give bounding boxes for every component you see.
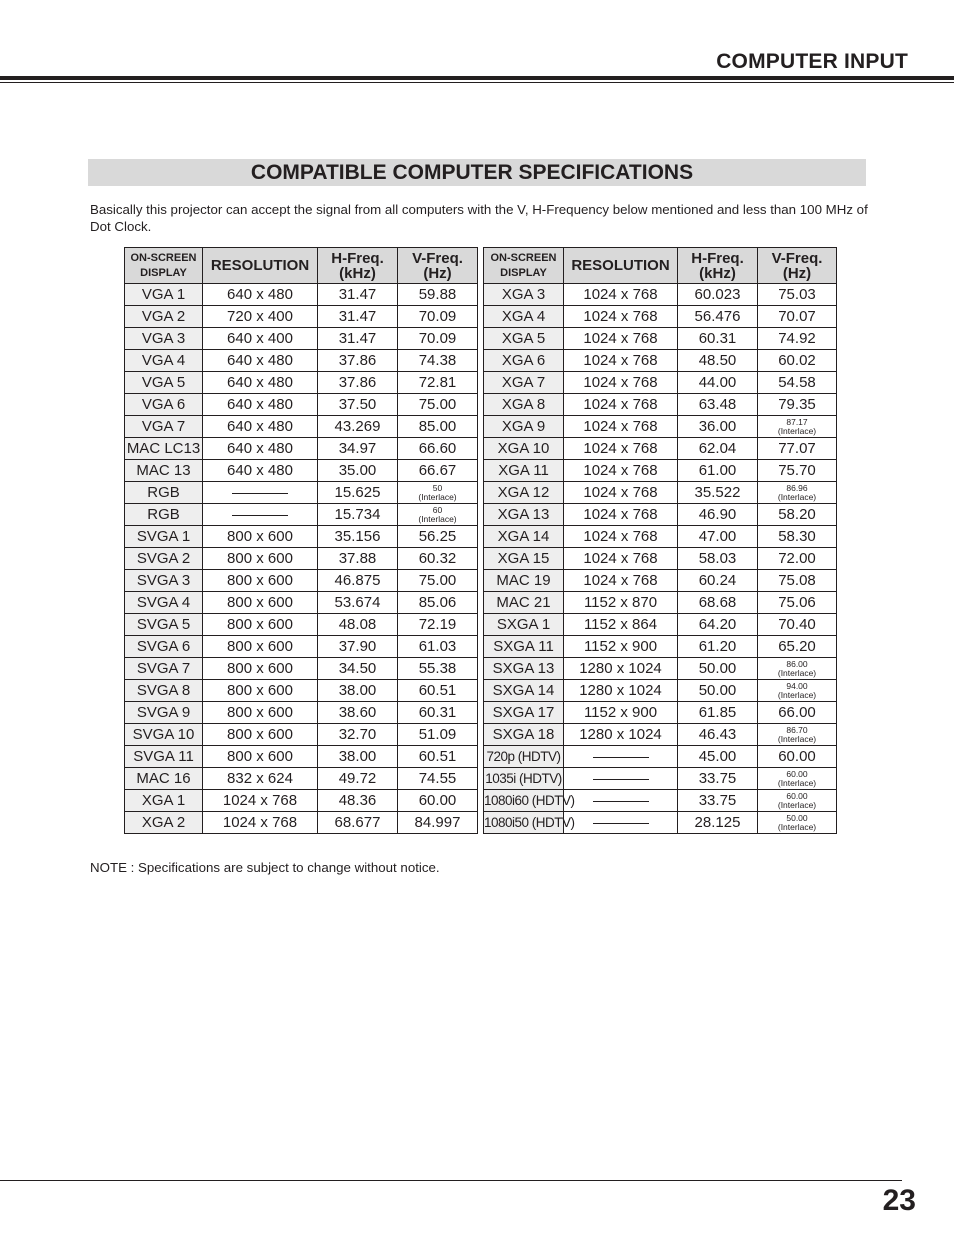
table-row: [125, 724, 478, 746]
cell-resolution: 1024 x 768: [564, 460, 678, 482]
cell-vfreq: 75.00: [398, 394, 478, 416]
cell-on-screen-display: SXGA 18: [484, 724, 564, 746]
cell-hfreq: 50.00: [678, 680, 758, 702]
interlace-label: (Interlace): [777, 777, 817, 788]
vfreq-value: 50.00: [786, 812, 808, 823]
cell-vfreq: 74.92: [758, 328, 837, 350]
cell-hfreq: 46.875: [318, 570, 398, 592]
dash-line: [593, 823, 649, 824]
cell-resolution: 800 x 600: [203, 702, 318, 724]
cell-hfreq: 28.125: [678, 812, 758, 834]
cell-resolution: 800 x 600: [203, 614, 318, 636]
cell-vfreq: 85.00: [398, 416, 478, 438]
cell-vfreq: 66.00: [758, 702, 837, 724]
cell-vfreq: 60.00: [758, 746, 837, 768]
cell-on-screen-display: XGA 3: [484, 284, 564, 306]
cell-vfreq: [398, 504, 478, 526]
table-row: [125, 504, 478, 526]
cell-vfreq: 60.51: [398, 680, 478, 702]
cell-hfreq: 68.677: [318, 812, 398, 834]
cell-hfreq: 15.734: [318, 504, 398, 526]
vfreq-value: 60.00: [786, 768, 808, 779]
cell-on-screen-display: XGA 5: [484, 328, 564, 350]
cell-resolution: 640 x 480: [203, 416, 318, 438]
cell-vfreq: [398, 482, 478, 504]
cell-resolution: 800 x 600: [203, 570, 318, 592]
table-row: [484, 460, 837, 482]
table-row: [125, 768, 478, 790]
cell-on-screen-display: XGA 7: [484, 372, 564, 394]
cell-resolution: 640 x 480: [203, 394, 318, 416]
cell-resolution: 640 x 480: [203, 350, 318, 372]
cell-on-screen-display: XGA 8: [484, 394, 564, 416]
cell-vfreq: [758, 416, 837, 438]
cell-on-screen-display: 1035i (HDTV): [484, 768, 564, 790]
cell-resolution: 800 x 600: [203, 680, 318, 702]
cell-resolution: 640 x 480: [203, 460, 318, 482]
cell-resolution: 1024 x 768: [564, 570, 678, 592]
cell-resolution: 1024 x 768: [564, 394, 678, 416]
cell-hfreq: 38.60: [318, 702, 398, 724]
cell-resolution: 1024 x 768: [203, 790, 318, 812]
cell-vfreq: 66.60: [398, 438, 478, 460]
cell-vfreq: 74.38: [398, 350, 478, 372]
cell-on-screen-display: XGA 15: [484, 548, 564, 570]
interlace-label: (Interlace): [418, 491, 457, 502]
cell-resolution: 1152 x 870: [564, 592, 678, 614]
cell-vfreq: 59.88: [398, 284, 478, 306]
table-row: [125, 306, 478, 328]
cell-vfreq: 75.00: [398, 570, 478, 592]
table-row: [484, 680, 837, 702]
vfreq-value: 94.00: [786, 680, 808, 691]
table-row: [125, 460, 478, 482]
cell-hfreq: 48.36: [318, 790, 398, 812]
cell-resolution: 1024 x 768: [564, 504, 678, 526]
cell-on-screen-display: SXGA 13: [484, 658, 564, 680]
table-row: [125, 482, 478, 504]
table-row: [484, 702, 837, 724]
cell-hfreq: 35.156: [318, 526, 398, 548]
cell-resolution: 800 x 600: [203, 548, 318, 570]
header-hfreq: H-Freq. (kHz): [318, 248, 398, 284]
cell-vfreq: 75.08: [758, 570, 837, 592]
table-row: [484, 284, 837, 306]
cell-on-screen-display: SVGA 5: [125, 614, 203, 636]
cell-on-screen-display: XGA 6: [484, 350, 564, 372]
table-row: [125, 702, 478, 724]
cell-hfreq: 45.00: [678, 746, 758, 768]
table-row: [484, 372, 837, 394]
table-row: [484, 636, 837, 658]
dash-line: [593, 801, 649, 802]
cell-hfreq: 61.85: [678, 702, 758, 724]
table-row: [484, 482, 837, 504]
cell-resolution-dash: [203, 482, 318, 504]
cell-vfreq: 72.19: [398, 614, 478, 636]
cell-resolution: 640 x 480: [203, 284, 318, 306]
cell-hfreq: 43.269: [318, 416, 398, 438]
cell-resolution: 1152 x 900: [564, 636, 678, 658]
cell-hfreq: 63.48: [678, 394, 758, 416]
cell-on-screen-display: VGA 1: [125, 284, 203, 306]
cell-resolution-dash: [564, 768, 678, 790]
table-row: [484, 526, 837, 548]
cell-hfreq: 62.04: [678, 438, 758, 460]
table-row: [484, 790, 837, 812]
cell-vfreq: 75.03: [758, 284, 837, 306]
table-row: [484, 350, 837, 372]
cell-resolution: 640 x 400: [203, 328, 318, 350]
cell-vfreq: 58.20: [758, 504, 837, 526]
cell-resolution: 1024 x 768: [564, 328, 678, 350]
cell-on-screen-display: MAC 21: [484, 592, 564, 614]
cell-on-screen-display: MAC 19: [484, 570, 564, 592]
cell-vfreq: [758, 724, 837, 746]
interlace-label: (Interlace): [777, 425, 817, 436]
cell-resolution: 1280 x 1024: [564, 724, 678, 746]
cell-vfreq: [758, 482, 837, 504]
interlace-label: (Interlace): [777, 733, 817, 744]
cell-resolution: 800 x 600: [203, 526, 318, 548]
cell-resolution: 800 x 600: [203, 636, 318, 658]
cell-resolution: 1024 x 768: [564, 350, 678, 372]
spec-table-left: [124, 247, 478, 834]
cell-vfreq: 75.70: [758, 460, 837, 482]
cell-resolution-dash: [564, 790, 678, 812]
cell-on-screen-display: XGA 14: [484, 526, 564, 548]
cell-hfreq: 61.00: [678, 460, 758, 482]
cell-vfreq: 70.09: [398, 306, 478, 328]
table-row: [125, 394, 478, 416]
cell-resolution: 720 x 400: [203, 306, 318, 328]
cell-on-screen-display: SVGA 1: [125, 526, 203, 548]
cell-on-screen-display: SXGA 1: [484, 614, 564, 636]
dash-line: [232, 515, 288, 516]
cell-resolution: 1280 x 1024: [564, 658, 678, 680]
header-hfreq: H-Freq. (kHz): [678, 248, 758, 284]
cell-hfreq: 48.08: [318, 614, 398, 636]
table-header-row: [125, 248, 478, 284]
section-heading-bar: [88, 159, 866, 186]
interlace-label: (Interlace): [777, 491, 817, 502]
vfreq-value: 86.96: [786, 482, 808, 493]
table-row: [484, 658, 837, 680]
header-on-screen-display: ON-SCREEN DISPLAY: [484, 248, 564, 284]
cell-vfreq: [758, 812, 837, 834]
cell-resolution: 832 x 624: [203, 768, 318, 790]
header-rule: [0, 76, 954, 80]
table-row: [125, 680, 478, 702]
header-vfreq: V-Freq. (Hz): [398, 248, 478, 284]
cell-on-screen-display: RGB: [125, 482, 203, 504]
cell-hfreq: 35.522: [678, 482, 758, 504]
cell-hfreq: 48.50: [678, 350, 758, 372]
cell-resolution: 1024 x 768: [564, 416, 678, 438]
table-row: [125, 328, 478, 350]
cell-resolution: 640 x 480: [203, 372, 318, 394]
cell-resolution: 1024 x 768: [564, 526, 678, 548]
cell-resolution-dash: [203, 504, 318, 526]
cell-vfreq: 77.07: [758, 438, 837, 460]
interlace-label: (Interlace): [777, 799, 817, 810]
table-row: [125, 372, 478, 394]
cell-on-screen-display: MAC 16: [125, 768, 203, 790]
cell-on-screen-display: SXGA 14: [484, 680, 564, 702]
cell-on-screen-display: VGA 3: [125, 328, 203, 350]
cell-hfreq: 61.20: [678, 636, 758, 658]
cell-on-screen-display: MAC LC13: [125, 438, 203, 460]
cell-on-screen-display: SVGA 7: [125, 658, 203, 680]
table-row: [484, 812, 837, 834]
cell-vfreq: 72.81: [398, 372, 478, 394]
cell-hfreq: 60.31: [678, 328, 758, 350]
table-row: [125, 746, 478, 768]
cell-resolution: 1280 x 1024: [564, 680, 678, 702]
cell-hfreq: 34.97: [318, 438, 398, 460]
cell-on-screen-display: VGA 2: [125, 306, 203, 328]
cell-hfreq: 37.86: [318, 350, 398, 372]
cell-resolution: 800 x 600: [203, 658, 318, 680]
cell-on-screen-display: XGA 11: [484, 460, 564, 482]
vfreq-value: 86.70: [786, 724, 808, 735]
cell-vfreq: [758, 768, 837, 790]
cell-on-screen-display: RGB: [125, 504, 203, 526]
vfreq-value: 60.00: [786, 790, 808, 801]
cell-hfreq: 37.50: [318, 394, 398, 416]
cell-vfreq: 61.03: [398, 636, 478, 658]
cell-on-screen-display: XGA 10: [484, 438, 564, 460]
table-row: [125, 658, 478, 680]
cell-hfreq: 60.023: [678, 284, 758, 306]
cell-on-screen-display: SVGA 2: [125, 548, 203, 570]
vfreq-value: 87.17: [786, 416, 808, 427]
cell-hfreq: 47.00: [678, 526, 758, 548]
table-row: [484, 504, 837, 526]
cell-hfreq: 32.70: [318, 724, 398, 746]
cell-hfreq: 33.75: [678, 790, 758, 812]
table-row: [125, 570, 478, 592]
dash-line: [593, 779, 649, 780]
cell-vfreq: 58.30: [758, 526, 837, 548]
cell-hfreq: 37.88: [318, 548, 398, 570]
cell-on-screen-display: XGA 4: [484, 306, 564, 328]
cell-hfreq: 56.476: [678, 306, 758, 328]
cell-on-screen-display: XGA 12: [484, 482, 564, 504]
cell-hfreq: 31.47: [318, 306, 398, 328]
table-row: [484, 614, 837, 636]
header-vfreq: V-Freq. (Hz): [758, 248, 837, 284]
cell-resolution: 1024 x 768: [564, 548, 678, 570]
table-row: [125, 592, 478, 614]
cell-hfreq: 58.03: [678, 548, 758, 570]
cell-hfreq: 33.75: [678, 768, 758, 790]
cell-hfreq: 38.00: [318, 680, 398, 702]
cell-resolution: 1024 x 768: [203, 812, 318, 834]
cell-hfreq: 31.47: [318, 328, 398, 350]
cell-on-screen-display: 1080i50 (HDTV): [484, 812, 564, 834]
cell-hfreq: 60.24: [678, 570, 758, 592]
cell-hfreq: 49.72: [318, 768, 398, 790]
cell-vfreq: 66.67: [398, 460, 478, 482]
cell-vfreq: 60.31: [398, 702, 478, 724]
cell-on-screen-display: 720p (HDTV): [484, 746, 564, 768]
table-row: [484, 416, 837, 438]
cell-resolution: 1024 x 768: [564, 482, 678, 504]
vfreq-value: 86.00: [786, 658, 808, 669]
cell-resolution: 1024 x 768: [564, 306, 678, 328]
cell-resolution: 800 x 600: [203, 724, 318, 746]
section-title: COMPATIBLE COMPUTER SPECIFICATIONS: [250, 160, 694, 184]
cell-on-screen-display: SXGA 11: [484, 636, 564, 658]
cell-vfreq: 51.09: [398, 724, 478, 746]
page-number: 23: [882, 1184, 916, 1217]
footer-rule: [0, 1180, 902, 1181]
interlace-label: (Interlace): [777, 689, 817, 700]
cell-on-screen-display: SXGA 17: [484, 702, 564, 724]
cell-resolution: 800 x 600: [203, 592, 318, 614]
note-text: NOTE : Specifications are subject to change without notice.: [90, 860, 440, 875]
cell-resolution: 1024 x 768: [564, 284, 678, 306]
cell-vfreq: 85.06: [398, 592, 478, 614]
cell-vfreq: [758, 680, 837, 702]
page-header-title: COMPUTER INPUT: [716, 50, 908, 73]
cell-hfreq: 37.86: [318, 372, 398, 394]
cell-hfreq: 44.00: [678, 372, 758, 394]
cell-on-screen-display: XGA 9: [484, 416, 564, 438]
cell-vfreq: 70.07: [758, 306, 837, 328]
cell-vfreq: 65.20: [758, 636, 837, 658]
cell-resolution: 640 x 480: [203, 438, 318, 460]
cell-hfreq: 35.00: [318, 460, 398, 482]
vfreq-value: 50: [432, 482, 443, 493]
cell-vfreq: 70.09: [398, 328, 478, 350]
cell-vfreq: [758, 790, 837, 812]
cell-vfreq: 54.58: [758, 372, 837, 394]
cell-hfreq: 38.00: [318, 746, 398, 768]
cell-resolution: 1024 x 768: [564, 372, 678, 394]
table-row: [484, 768, 837, 790]
cell-hfreq: 46.43: [678, 724, 758, 746]
cell-vfreq: 70.40: [758, 614, 837, 636]
table-row: [125, 416, 478, 438]
header-resolution: RESOLUTION: [564, 248, 678, 284]
cell-vfreq: 55.38: [398, 658, 478, 680]
table-row: [484, 438, 837, 460]
header-rule-thin: [0, 82, 954, 83]
cell-hfreq: 53.674: [318, 592, 398, 614]
table-row: [125, 614, 478, 636]
cell-on-screen-display: XGA 13: [484, 504, 564, 526]
cell-hfreq: 46.90: [678, 504, 758, 526]
cell-on-screen-display: 1080i60 (HDTV): [484, 790, 564, 812]
table-row: [484, 746, 837, 768]
cell-on-screen-display: SVGA 4: [125, 592, 203, 614]
cell-resolution: 1152 x 900: [564, 702, 678, 724]
cell-hfreq: 50.00: [678, 658, 758, 680]
table-row: [484, 592, 837, 614]
interlace-label: (Interlace): [777, 821, 817, 832]
intro-paragraph: Basically this projector can accept the signal from all computers with the V, H-Frequency below mentioned and less than 100 MHz of Dot Clock.: [90, 202, 868, 234]
spec-tables: [124, 247, 837, 834]
cell-on-screen-display: SVGA 3: [125, 570, 203, 592]
table-row: [125, 350, 478, 372]
table-row: [125, 548, 478, 570]
table-row: [484, 306, 837, 328]
table-row: [125, 438, 478, 460]
interlace-label: (Interlace): [418, 513, 457, 524]
interlace-label: (Interlace): [777, 667, 817, 678]
cell-vfreq: 74.55: [398, 768, 478, 790]
cell-hfreq: 68.68: [678, 592, 758, 614]
table-row: [484, 570, 837, 592]
header-resolution: RESOLUTION: [203, 248, 318, 284]
cell-vfreq: 60.02: [758, 350, 837, 372]
cell-on-screen-display: VGA 6: [125, 394, 203, 416]
cell-on-screen-display: SVGA 9: [125, 702, 203, 724]
cell-vfreq: 79.35: [758, 394, 837, 416]
cell-vfreq: 56.25: [398, 526, 478, 548]
cell-resolution: 1152 x 864: [564, 614, 678, 636]
spec-table-right: [483, 247, 837, 834]
table-header-row: [484, 248, 837, 284]
cell-vfreq: 72.00: [758, 548, 837, 570]
table-row: [484, 548, 837, 570]
table-row: [125, 790, 478, 812]
vfreq-value: 60: [432, 504, 443, 515]
cell-vfreq: [758, 658, 837, 680]
cell-hfreq: 15.625: [318, 482, 398, 504]
cell-on-screen-display: XGA 2: [125, 812, 203, 834]
cell-on-screen-display: SVGA 6: [125, 636, 203, 658]
cell-resolution: 1024 x 768: [564, 438, 678, 460]
cell-on-screen-display: VGA 4: [125, 350, 203, 372]
cell-on-screen-display: VGA 7: [125, 416, 203, 438]
dash-line: [232, 493, 288, 494]
cell-resolution: 800 x 600: [203, 746, 318, 768]
cell-hfreq: 31.47: [318, 284, 398, 306]
cell-vfreq: 75.06: [758, 592, 837, 614]
cell-on-screen-display: SVGA 10: [125, 724, 203, 746]
cell-on-screen-display: XGA 1: [125, 790, 203, 812]
cell-hfreq: 37.90: [318, 636, 398, 658]
cell-vfreq: 60.00: [398, 790, 478, 812]
cell-vfreq: 60.51: [398, 746, 478, 768]
table-row: [125, 812, 478, 834]
dash-line: [593, 757, 649, 758]
table-row: [125, 526, 478, 548]
table-row: [125, 284, 478, 306]
cell-on-screen-display: MAC 13: [125, 460, 203, 482]
cell-resolution-dash: [564, 812, 678, 834]
table-row: [484, 394, 837, 416]
header-on-screen-display: ON-SCREEN DISPLAY: [125, 248, 203, 284]
cell-vfreq: 84.997: [398, 812, 478, 834]
cell-on-screen-display: SVGA 8: [125, 680, 203, 702]
table-row: [125, 636, 478, 658]
cell-on-screen-display: VGA 5: [125, 372, 203, 394]
cell-hfreq: 34.50: [318, 658, 398, 680]
table-row: [484, 328, 837, 350]
table-row: [484, 724, 837, 746]
cell-hfreq: 64.20: [678, 614, 758, 636]
cell-vfreq: 60.32: [398, 548, 478, 570]
cell-on-screen-display: SVGA 11: [125, 746, 203, 768]
cell-resolution-dash: [564, 746, 678, 768]
cell-hfreq: 36.00: [678, 416, 758, 438]
